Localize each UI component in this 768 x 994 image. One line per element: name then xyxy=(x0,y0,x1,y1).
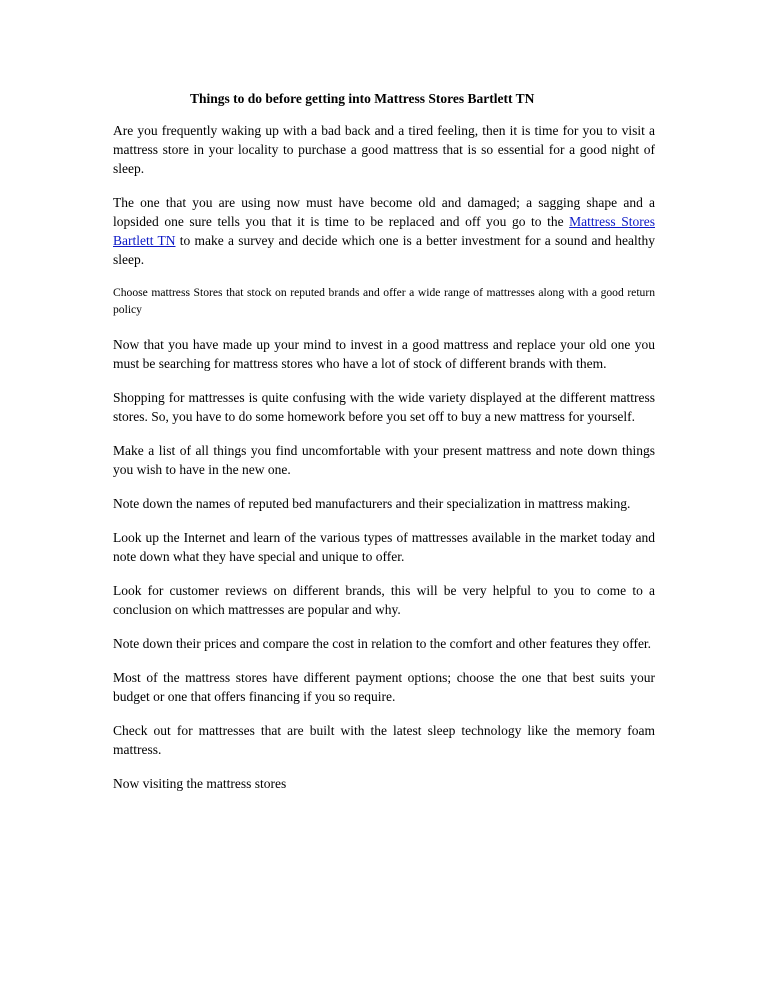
document-title: Things to do before getting into Mattress Stores Bartlett TN xyxy=(190,91,535,106)
shopping-paragraph: Shopping for mattresses is quite confusing with the wide variety displayed at the different mattress stores. So, you have to do some homework before you set off to buy a new mattress for yourself. xyxy=(113,390,655,424)
intro-paragraph: Are you frequently waking up with a bad back and a tired feeling, then it is time for you to visit a mattress store in your locality to purchase a good mattress that is so essential for a good night of sleep. xyxy=(113,123,655,176)
prices-paragraph: Note down their prices and compare the cost in relation to the comfort and other features they offer. xyxy=(113,636,652,651)
make-list-paragraph: Make a list of all things you find uncomfortable with your present mattress and note down things you wish to have in the new one. xyxy=(113,443,655,477)
internet-paragraph: Look up the Internet and learn of the various types of mattresses available in the market today and note down what they have special and unique to offer. xyxy=(113,530,655,564)
visiting-stores-paragraph: Now visiting the mattress stores xyxy=(113,776,287,791)
choose-stores-paragraph: Choose mattress Stores that stock on reputed brands and offer a wide range of mattresses along with a good return policy xyxy=(113,286,655,316)
damaged-mattress-paragraph xyxy=(113,193,655,269)
mattress-stores-link[interactable]: Mattress Stores Bartlett TN xyxy=(113,214,655,248)
manufacturers-paragraph: Note down the names of reputed bed manufacturers and their specialization in mattress making. xyxy=(113,496,631,511)
damaged-text-after: to make a survey and decide which one is a better investment for a sound and healthy sleep. xyxy=(113,233,655,267)
damaged-text-before: The one that you are using now must have become old and damaged; a sagging shape and a lopsided one sure tells you that it is time to be replaced and off you go to the xyxy=(113,195,655,229)
payment-paragraph: Most of the mattress stores have different payment options; choose the one that best suits your budget or one that offers financing if you so require. xyxy=(113,670,655,704)
document-page xyxy=(113,90,655,808)
technology-paragraph: Check out for mattresses that are built with the latest sleep technology like the memory foam mattress. xyxy=(113,723,655,757)
reviews-paragraph: Look for customer reviews on different brands, this will be very helpful to you to come to a conclusion on which mattresses are popular and why. xyxy=(113,583,655,617)
invest-paragraph: Now that you have made up your mind to invest in a good mattress and replace your old one you must be searching for mattress stores who have a lot of stock of different brands with them. xyxy=(113,337,655,371)
